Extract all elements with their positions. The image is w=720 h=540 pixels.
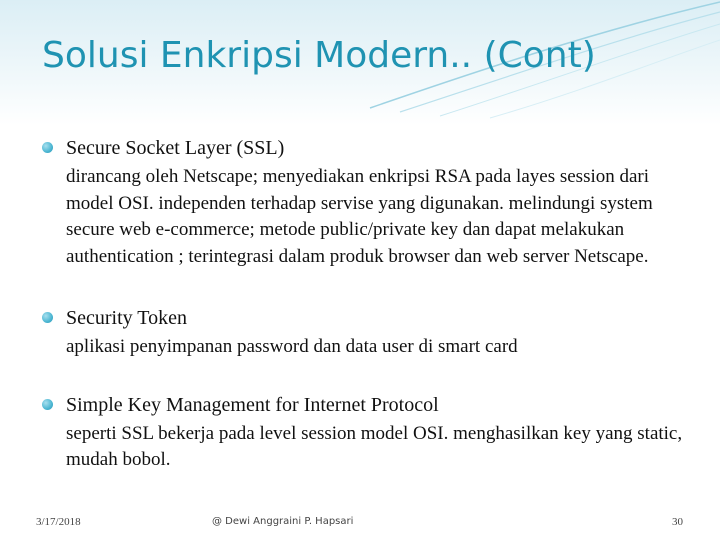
bullet-heading: Security Token (66, 307, 187, 329)
bullet-body: aplikasi penyimpanan password dan data user di smart card (66, 336, 518, 357)
footer-author: @ Dewi Anggraini P. Hapsari (212, 516, 354, 527)
bullet-icon (42, 142, 53, 153)
bullet-icon (42, 312, 53, 323)
page-number: 30 (672, 516, 683, 528)
slide-title: Solusi Enkripsi Modern.. (Cont) (42, 35, 596, 77)
bullet-heading: Secure Socket Layer (SSL) (66, 137, 285, 159)
bullet-list (42, 136, 692, 474)
footer-date: 3/17/2018 (36, 516, 81, 528)
bullet-icon (42, 399, 53, 410)
bullet-body: dirancang oleh Netscape; menyediakan enkripsi RSA pada layes session dari model OSI. independen terhadap servise yang digunakan. melindungi system secure web e-commerce; metode public/private key dan dapat melakukan authentication ; terintegrasi dalam produk browser dan web server Netscape. (66, 166, 653, 267)
bullet-item-security-token (42, 306, 692, 361)
bullet-body: seperti SSL bekerja pada level session model OSI. menghasilkan key yang static, mudah bobol. (66, 422, 683, 470)
bullet-item-ssl (42, 136, 692, 270)
bullet-item-skip (42, 393, 692, 474)
bullet-heading: Simple Key Management for Internet Protocol (66, 393, 439, 416)
